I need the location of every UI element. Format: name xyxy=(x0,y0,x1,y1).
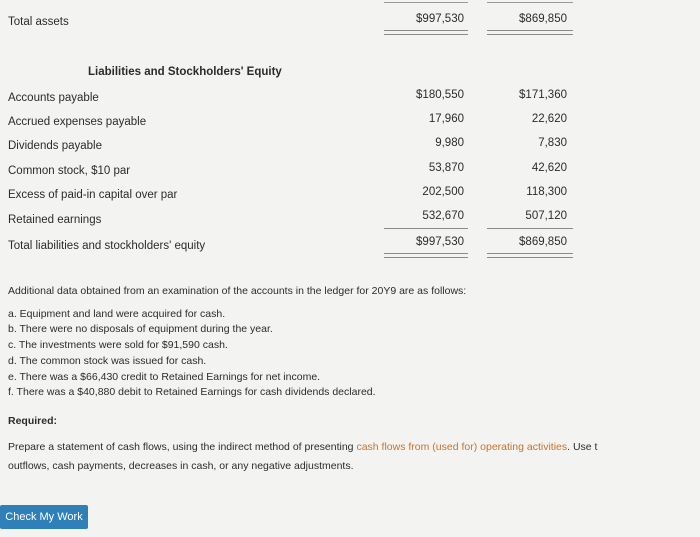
row-paid-in-capital-col1: 202,500 xyxy=(422,186,464,198)
list-item: f. There was a $40,880 debit to Retained Earnings for cash dividends declared. xyxy=(8,386,376,398)
operating-activities-link[interactable]: cash flows from (used for) operating activities xyxy=(356,441,568,453)
required-line-1 xyxy=(8,441,597,453)
row-retained-earnings-col2: 507,120 xyxy=(525,210,567,222)
col1-top-rule xyxy=(384,2,468,3)
col1-subtotal-rule xyxy=(384,228,468,229)
row-common-stock-label: Common stock, $10 par xyxy=(8,165,131,177)
row-dividends-payable-col1: 9,980 xyxy=(435,137,464,149)
row-common-stock-col1: 53,870 xyxy=(428,162,464,174)
list-item: c. The investments were sold for $91,590 cash. xyxy=(8,339,228,351)
row-retained-earnings-label: Retained earnings xyxy=(8,214,102,226)
required-line-1-text: Prepare a statement of cash flows, using the indirect method of presenting xyxy=(8,441,357,453)
row-dividends-payable-label: Dividends payable xyxy=(8,140,102,152)
row-accrued-expenses-col2: 22,620 xyxy=(531,113,567,125)
list-item: e. There was a $66,430 credit to Retained Earnings for net income. xyxy=(8,371,321,383)
required-line-2: outflows, cash payments, decreases in cash, or any negative adjustments. xyxy=(8,460,354,472)
total-assets-col2: $869,850 xyxy=(519,13,567,25)
row-retained-earnings-col1: 532,670 xyxy=(422,210,464,222)
row-paid-in-capital-label: Excess of paid-in capital over par xyxy=(8,189,178,201)
row-paid-in-capital-col2: 118,300 xyxy=(526,186,567,198)
required-heading: Required: xyxy=(8,415,58,427)
col2-top-rule xyxy=(487,2,573,3)
row-dividends-payable-col2: 7,830 xyxy=(538,137,567,149)
row-common-stock-col2: 42,620 xyxy=(531,162,567,174)
total-liabilities-col2-double-rule xyxy=(487,253,573,258)
list-item: a. Equipment and land were acquired for cash. xyxy=(8,308,226,320)
total-assets-col1-double-rule xyxy=(384,30,468,35)
row-accrued-expenses-col1: 17,960 xyxy=(428,113,464,125)
row-accounts-payable-col2: $171,360 xyxy=(519,89,567,101)
row-accounts-payable-label: Accounts payable xyxy=(8,92,99,104)
total-liabilities-col1: $997,530 xyxy=(416,236,464,248)
additional-intro: Additional data obtained from an examination of the accounts in the ledger for 20Y9 are as follows: xyxy=(8,285,467,297)
total-assets-col1: $997,530 xyxy=(416,13,464,25)
total-assets-label: Total assets xyxy=(8,16,69,28)
total-liabilities-col2: $869,850 xyxy=(519,236,567,248)
total-assets-col2-double-rule xyxy=(487,30,573,35)
row-accounts-payable-col1: $180,550 xyxy=(416,89,464,101)
total-liabilities-label: Total liabilities and stockholders' equity xyxy=(8,240,206,252)
check-my-work-button[interactable]: Check My Work xyxy=(0,505,88,529)
list-item: d. The common stock was issued for cash. xyxy=(8,355,207,367)
liabilities-heading: Liabilities and Stockholders' Equity xyxy=(88,66,282,78)
total-liabilities-col1-double-rule xyxy=(384,253,468,258)
required-line-1-end: . Use t xyxy=(567,441,598,453)
list-item: b. There were no disposals of equipment during the year. xyxy=(8,323,273,335)
col2-subtotal-rule xyxy=(487,228,573,229)
row-accrued-expenses-label: Accrued expenses payable xyxy=(8,116,147,128)
